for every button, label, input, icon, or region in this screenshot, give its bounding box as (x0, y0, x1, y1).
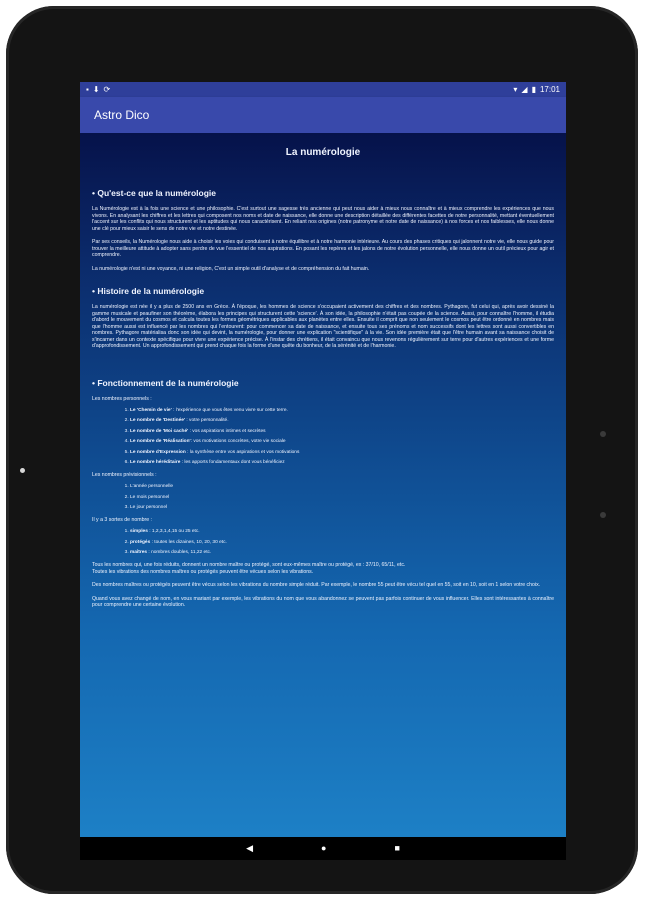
paragraph: Toutes les vibrations des nombres maîtres ou protégés peuvent être vécues selon les vibrations. (92, 568, 314, 575)
list-item: 2. protégés : toutes les dizaines, 10, 20, 30 etc. (130, 540, 554, 546)
home-icon[interactable]: ● (321, 843, 327, 853)
section-what-is (92, 188, 554, 272)
section-functioning (92, 378, 554, 609)
signal-icon: ◢ (521, 84, 528, 94)
status-bar (80, 82, 566, 97)
app-title: Astro Dico (94, 108, 150, 122)
paragraph: La numérologie n'est ni une voyance, ni une religion, C'est un simple outil d'analyse et de compréhension du fait humain. (92, 265, 370, 272)
list-item: 2. Le mois personnel (130, 495, 554, 501)
nav-bar (80, 837, 566, 860)
paragraph: Des nombres maîtres ou protégés peuvent être vécus selon les vibrations du nombre simple réduit. Par exemple, le nombre 55 peut être vécu tel quel en 55, soit en 10, soit en 1 selon votre choix. (92, 582, 541, 588)
number-kinds-list (92, 529, 554, 556)
list-label: Les nombres personnels : (92, 395, 152, 402)
list-label: Il y a 3 sortes de nombre : (92, 517, 152, 523)
list-item: 5. Le nombre d'Expression : la synthèse entre vos aspirations et vos motivations (130, 450, 554, 456)
list-item: 3. Le jour personnel (130, 505, 554, 511)
paragraph: Tous les nombres qui, une fois réduits, donnent un nombre maître ou protégé, sont eux-mêmes maître ou protégé, ex : 37/10, 65/11, etc. (92, 562, 406, 568)
section-heading: • Histoire de la numérologie (92, 286, 205, 296)
list-item: 2. Le nombre de 'Destinée' : votre personnalité. (130, 418, 554, 424)
sync-icon: ⟳ (103, 84, 111, 94)
paragraph: La Numérologie est à la fois une science et une philosophie. C'est surtout une sagesse très ancienne qui peut nous aider à mieux nous connaître et à mieux comprendre les expériences que nous vivons. En analysant les chiffres et les lettres qui composent nos noms et date de naissance, elle donne une description détaillée des différentes facettes de notre personnalité, mettant éventuellement l'accent sur les conflits qui nous structurent et les aptitudes qui nous caractérisent. En reliant nos origines (notre patronyme et notre date de naissance) à nos forces et nos faiblesses, elle nous donne une clé pour mieux saisir le sens de notre vie et notre destinée. (92, 206, 554, 232)
download-icon: ⬇ (92, 84, 100, 94)
app-bar (80, 97, 566, 133)
list-item: 6. Le nombre héréditaire : les apports fondamentaux dont vous bénéficiez (130, 460, 554, 466)
camera-dot (20, 468, 25, 473)
speaker-dot (600, 431, 606, 437)
battery-icon: ▮ (531, 84, 536, 94)
speaker-dot (600, 512, 606, 518)
paragraph: Par ses conseils, la Numérologie nous aide à choisir les voies qui conduisent à notre équilibre et à notre harmonie intérieure. Au cours des phases critiques qui jalonnent notre vie, elle nous guide pour trouver la meilleure attitude à adopter sans perdre de vue l'essentiel de nos aspirations. En posant les repères et les jalons de notre évolution personnelle, elle nous donne un outil précieux pour agir et comprendre. (92, 239, 554, 258)
page-title: La numérologie (285, 147, 361, 158)
article-scroll[interactable] (80, 133, 566, 837)
section-history (92, 286, 554, 350)
paragraph: La numérologie est née il y a plus de 2500 ans en Grèce. À l'époque, les hommes de science s'occupaient activement des chiffres et des nombres. Pythagore, fut celui qui, après avoir dessiné la gamme musicale et peaufiner son théorème, élabora les principes qui structurent cette 'science'. À son idée, la philosophie n'était pas coupée de la science. Aussi, pour connaître l'homme, il étudia d'abord le mouvement du cosmos et calcula toutes les formes géométriques applicables aux planètes entre elles. Ensuite il comprit que non seulement le cosmos peut être ordonné en nombres mais que l'homme aussi est influencé par les nombres qui l'entourent: pour commencer sa date de naissance, et ensuite tous ses prénoms et nom successifs dont les lettres sont aussi convertibles en nombres. Pythagore matérialisa donc son idée qui devint, la numérologie, pour donner une explication "scientifique" à la vie. Son idée première était que l'être humain avant sa naissance choisit de s'incarner dans un contexte spécifique pour vivre une expérience précise. À l'instar des chrétiens, il était convaincu que nous revenons régulièrement sur terre pour d'autres expériences et une forme d'approfondissement. Un approfondissement qui prend chaque fois la forme d'une quête du bonheur, de la sérénité et de l'harmonie. (92, 304, 554, 349)
recents-icon[interactable]: ■ (394, 843, 400, 853)
status-time: 17:01 (539, 85, 560, 94)
list-item: 1. Le 'Chemin de vie' : l'expérience que vous êtes venu vivre sur cette terre. (130, 408, 554, 414)
personal-numbers-list (92, 408, 554, 467)
list-item: 4. Le nombre de 'Réalisation': vos motivations concrètes, votre vie sociale (130, 439, 554, 445)
list-label: Les nombres prévisionnels : (92, 472, 157, 478)
forecast-numbers-list (92, 484, 554, 511)
section-heading: • Fonctionnement de la numérologie (92, 377, 239, 388)
sd-card-icon: ▪ (86, 84, 89, 94)
list-item: 1. L'année personnelle (130, 484, 554, 490)
screen (80, 82, 566, 860)
list-item: 3. maîtres : nombres doubles, 11,22 etc. (130, 550, 554, 556)
wifi-icon: ▾ (513, 84, 518, 94)
list-item: 3. Le nombre de 'Moi caché' : vos aspirations intimes et secrètes (130, 429, 554, 435)
paragraph: Quand vous avez changé de nom, en vous mariant par exemple, les vibrations du nom que vous abandonnez se peuvent pas parfois continuer de vous influencer. Elles sont intéressantes à connaître pour comprendre une certaine évolution. (92, 595, 554, 608)
back-icon[interactable]: ◀ (246, 843, 254, 853)
section-heading: • Qu'est-ce que la numérologie (92, 188, 217, 198)
list-item: 1. simples : 1,2,3,1,4,15 ou 25 etc. (130, 529, 554, 535)
